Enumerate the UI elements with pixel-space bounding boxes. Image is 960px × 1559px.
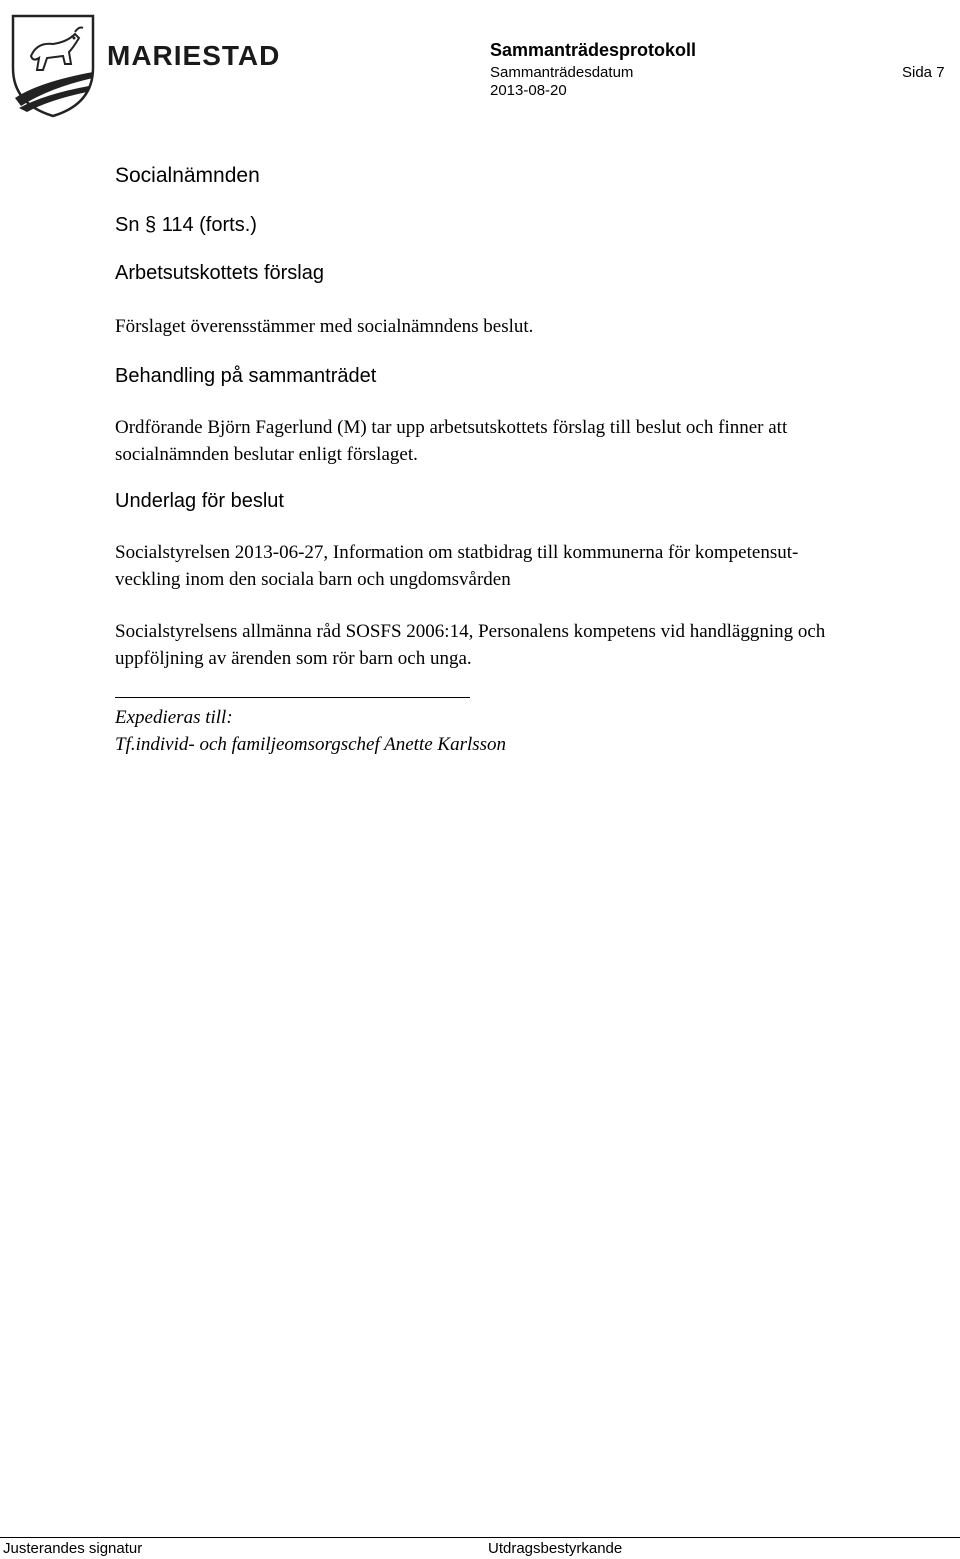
paragraph-line: socialnämnden beslutar enligt förslaget. bbox=[115, 444, 418, 465]
section-number: Sn § 114 (forts.) bbox=[115, 214, 257, 236]
divider-line bbox=[115, 697, 470, 698]
paragraph-line: Socialstyrelsen 2013-06-27, Information om statbidrag till kommunerna för kompetensut- bbox=[115, 542, 799, 563]
document-title: Sammanträdesprotokoll bbox=[490, 40, 697, 60]
footer-divider bbox=[0, 1537, 960, 1538]
expedieras-recipient: Tf.individ- och familjeomsorgschef Anette Karlsson bbox=[115, 734, 507, 755]
expedieras-label: Expedieras till: bbox=[115, 707, 233, 728]
heading-arbetsutskottets-forslag: Arbetsutskottets förslag bbox=[115, 262, 324, 284]
paragraph-underlag-2 bbox=[115, 618, 945, 672]
heading-underlag: Underlag för beslut bbox=[115, 490, 284, 512]
paragraph-behandling bbox=[115, 414, 945, 468]
footer-signature-label: Justerandes signatur bbox=[3, 1540, 143, 1557]
paragraph-forslag: Förslaget överensstämmer med socialnämndens beslut. bbox=[115, 316, 534, 337]
paragraph-line: uppföljning av ärenden som rör barn och unga. bbox=[115, 648, 472, 669]
paragraph-line: Socialstyrelsens allmänna råd SOSFS 2006:14, Personalens kompetens vid handläggning och bbox=[115, 621, 826, 642]
heading-behandling: Behandling på sammanträdet bbox=[115, 365, 377, 387]
mariestad-coat-of-arms-icon bbox=[9, 12, 97, 120]
page-number: Sida 7 bbox=[902, 64, 945, 81]
committee-heading: Socialnämnden bbox=[115, 164, 260, 187]
footer-certification-label: Utdragsbestyrkande bbox=[488, 1540, 623, 1557]
meeting-date-label: Sammanträdesdatum bbox=[490, 64, 634, 81]
paragraph-underlag-1 bbox=[115, 539, 945, 593]
meeting-date: 2013-08-20 bbox=[490, 82, 567, 99]
paragraph-line: Ordförande Björn Fagerlund (M) tar upp arbetsutskottets förslag till beslut och finner att bbox=[115, 417, 788, 438]
logo-wordmark: MARIESTAD bbox=[107, 40, 281, 71]
paragraph-line: veckling inom den sociala barn och ungdomsvården bbox=[115, 569, 511, 590]
